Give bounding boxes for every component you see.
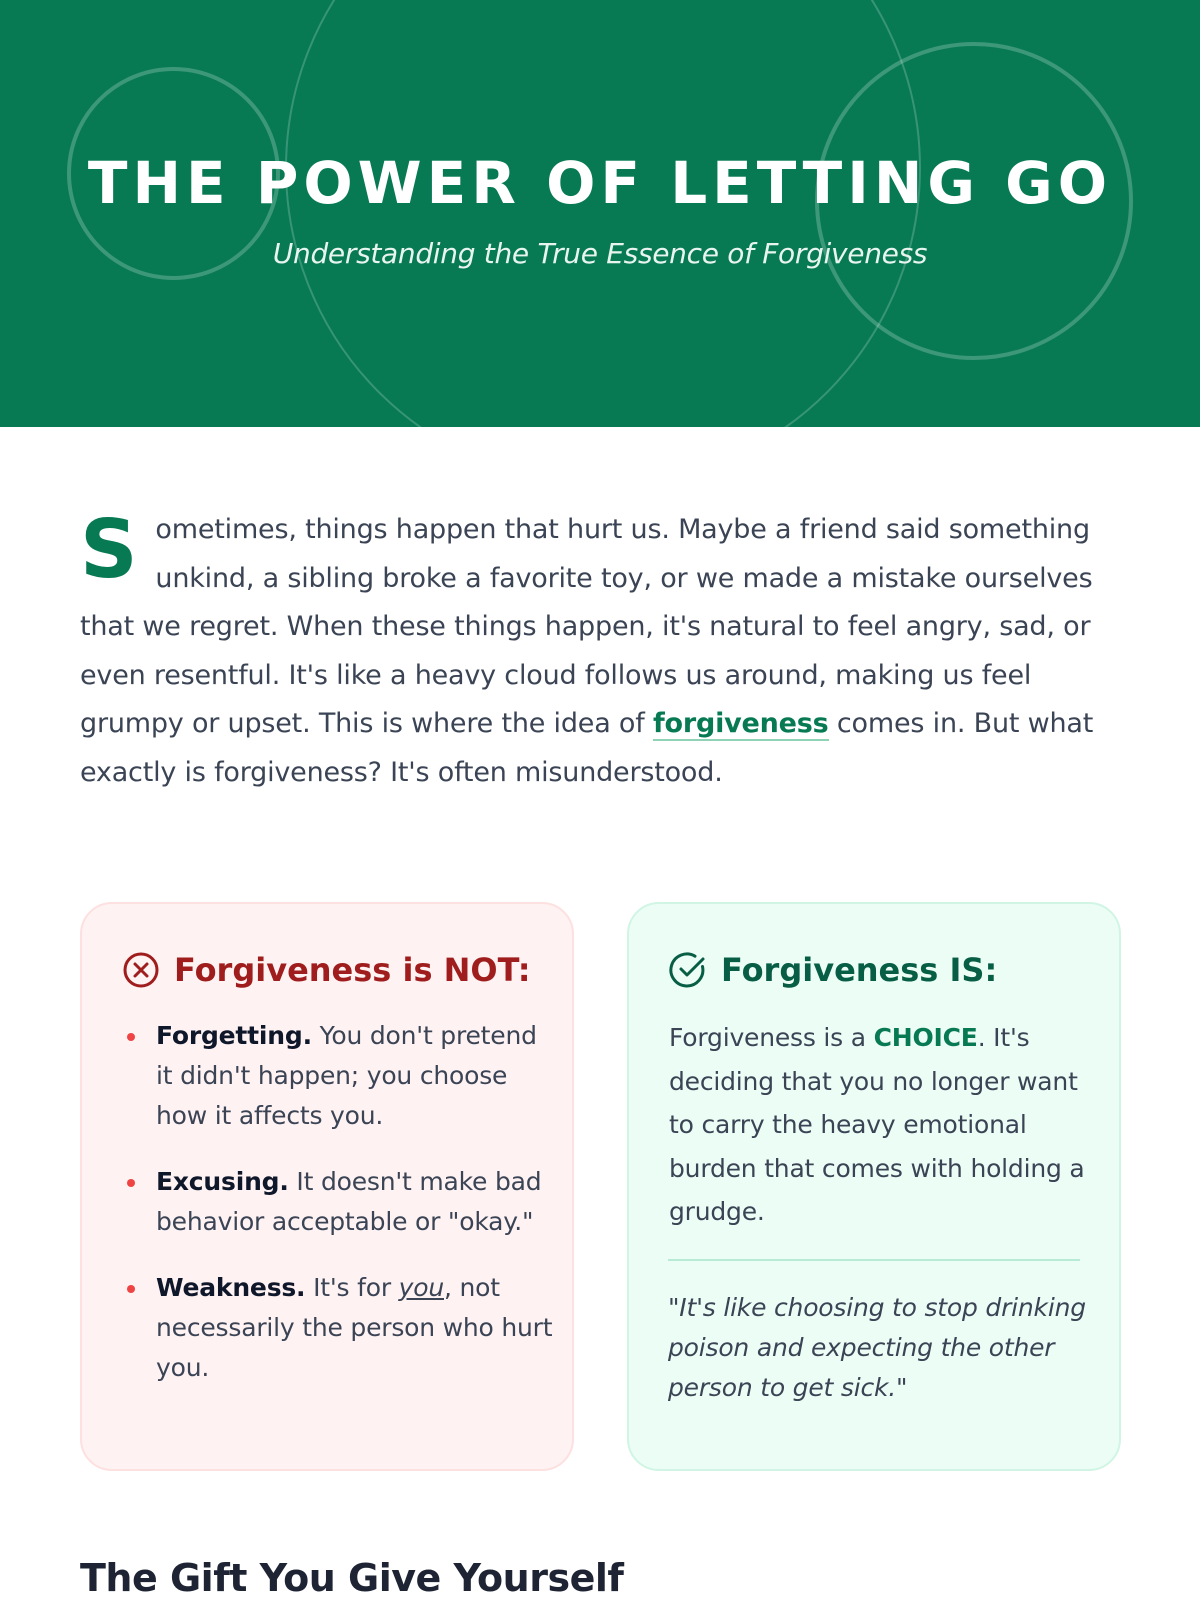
hero-banner: [0, 0, 1200, 427]
list-text: It's for: [305, 1273, 399, 1302]
page-subtitle: Understanding the True Essence of Forgiveness: [272, 237, 928, 270]
page-title: THE POWER OF LETTING GO: [87, 149, 1113, 217]
section-heading: The Gift You Give Yourself: [80, 1556, 624, 1600]
not-list: [156, 1016, 556, 1414]
list-item: [156, 1016, 556, 1136]
is-text-end: . It's deciding that you no longer want to carry the heavy emotional burden that comes with holding a grudge.: [669, 1023, 1085, 1226]
forgiveness-not-card: [80, 902, 574, 1471]
intro-paragraph: [80, 503, 1120, 797]
keyword-forgiveness: forgiveness: [652, 708, 829, 739]
drop-cap: S: [80, 503, 138, 596]
list-text: You don't pretend it didn't happen; you choose how it affects you.: [156, 1021, 537, 1130]
list-text: It doesn't make bad behavior acceptable or "okay.": [156, 1167, 542, 1236]
list-item: [156, 1162, 556, 1242]
list-emphasis: you: [398, 1273, 444, 1302]
card-heading: Forgiveness is NOT:: [174, 951, 531, 989]
is-description: [669, 1016, 1089, 1234]
intro-text: ometimes, things happen that hurt us. Maybe a friend said something unkind, a sibling broke a favorite toy, or we made a mistake ourselves that we regret. When these things happen, it's natural to feel angry, sad, or even resentful. It's like a heavy cloud follows us around, making us feel grumpy or upset. This is where the idea of: [80, 514, 1093, 739]
card-header: [122, 950, 531, 990]
intro-text-end: comes in. But what exactly is forgiveness? It's often misunderstood.: [80, 708, 1094, 788]
choice-highlight: CHOICE: [873, 1023, 978, 1052]
is-text-start: Forgiveness is a: [669, 1023, 874, 1052]
card-header: [669, 950, 997, 990]
list-term: Forgetting.: [156, 1021, 312, 1050]
list-term: Weakness.: [156, 1273, 306, 1302]
list-term: Excusing.: [156, 1167, 289, 1196]
list-text-end: , not necessarily the person who hurt you.: [156, 1273, 553, 1382]
is-quote: "It's like choosing to stop drinking poison and expecting the other person to get sick.": [668, 1293, 1086, 1402]
x-circle-icon: [122, 951, 160, 989]
check-circle-icon: [669, 951, 707, 989]
card-divider: [668, 1259, 1080, 1261]
card-heading: Forgiveness IS:: [721, 951, 998, 989]
list-item: [156, 1268, 556, 1388]
